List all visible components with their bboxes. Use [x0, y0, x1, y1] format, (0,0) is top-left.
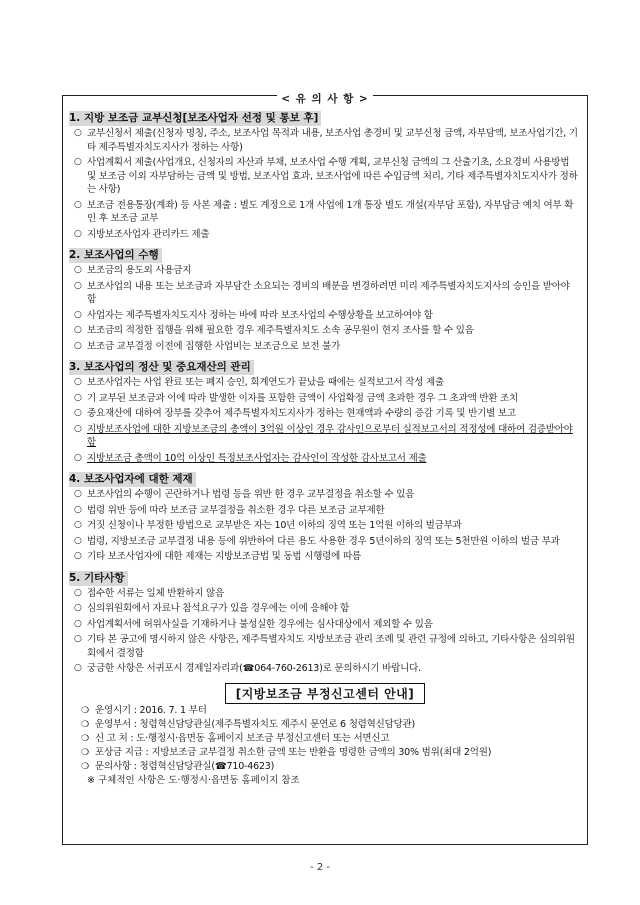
- item-text: 보조금의 용도외 사용금지: [87, 265, 192, 276]
- item-text: 심의위원회에서 자료나 참석요구가 있을 경우에는 이에 응해야 함: [87, 603, 350, 614]
- list-item: [69, 309, 581, 323]
- list-item: [69, 452, 581, 466]
- list-item: [69, 633, 581, 660]
- circle-bullet-icon: ○: [74, 618, 82, 629]
- circle-bullet-icon: ○: [74, 423, 82, 434]
- report-item: [81, 732, 569, 746]
- item-text: 궁금한 사항은 서귀포시 경제일자리과(☎064-760-2613)로 문의하시기 바랍니다.: [87, 663, 421, 674]
- item-text: 기 교부된 보조금과 이에 따라 발생한 이자를 포함한 금액이 사업확정 금액 초과한 경우 그 초과액 반환 조치: [87, 392, 519, 404]
- item-text: 법령 위반 등에 따라 보조금 교부결정을 취소한 경우 다른 보조금 교부제한: [87, 504, 385, 516]
- circle-bullet-icon: ○: [74, 663, 82, 673]
- section-5: [69, 566, 581, 676]
- item-text: 접수한 서류는 일체 반환하지 않음: [87, 587, 224, 599]
- list-item: [69, 602, 581, 616]
- report-center: [81, 683, 569, 788]
- section-4: [69, 467, 581, 564]
- circle-bullet-icon: ❍: [81, 733, 89, 744]
- list-item: [69, 340, 581, 354]
- item-text: 보조사업의 내용 또는 보조금과 자부담간 소요되는 경비의 배분을 변경하려면 미리 제주특별자치도지사의 승인을 받아야 함: [87, 280, 570, 305]
- list-item: [69, 550, 581, 564]
- circle-bullet-icon: ○: [74, 535, 82, 546]
- report-title-wrap: [81, 683, 569, 704]
- section-1: [69, 106, 581, 241]
- notice-frame: [62, 95, 588, 845]
- list-item: [69, 587, 581, 601]
- heading-wrap: [63, 87, 587, 106]
- list-item: [69, 280, 581, 307]
- list-item: [69, 618, 581, 632]
- report-item-text: 운영부서 : 청렴혁신담당관실(제주특별자치도 제주시 문연로 6 청렴혁신담당관): [95, 718, 416, 730]
- circle-bullet-icon: ○: [74, 325, 82, 335]
- item-text: 중요재산에 대하여 장부를 갖추어 제주특별자치도지사가 정하는 현재액과 수량의 증감 기록 및 반기별 보고: [87, 408, 516, 419]
- section-title: 2. 보조사업의 수행: [69, 248, 162, 263]
- circle-bullet-icon: ○: [74, 452, 82, 463]
- list-item: [69, 504, 581, 518]
- list-item: [69, 156, 581, 197]
- circle-bullet-icon: ○: [74, 392, 82, 403]
- list-item: [69, 127, 581, 154]
- item-text: 보조금 전용통장(계좌) 등 사본 제출 : 별도 계정으로 1개 사업에 1개 통장 별도 개설(자부담 포함), 자부담금 예치 여부 확인 후 보조금 교부: [87, 199, 574, 224]
- list-item: [69, 423, 581, 450]
- item-text: 사업계획서에 허위사실을 기재하거나 불성실한 경우에는 심사대상에서 제외할 수 있음: [87, 618, 433, 630]
- item-text: 지방보조사업에 대한 지방보조금의 총액이 3억원 이상인 경우 감사인으로부터 실적보고서의 적정성에 대하여 검증받아야 함: [87, 423, 573, 448]
- report-item: [81, 704, 569, 718]
- list-item: [69, 199, 581, 226]
- section-3: [69, 355, 581, 465]
- list-item: [69, 488, 581, 502]
- report-item-text: 포상금 지급 : 지방보조금 교부결정 취소한 금액 또는 반환을 명령한 금액의 30% 범위(최대 2억원): [95, 746, 492, 758]
- circle-bullet-icon: ○: [74, 603, 82, 613]
- report-item-text: 신 고 처 : 도·행정시·읍면동 홈페이지 보조금 부정신고센터 또는 서면신고: [95, 732, 390, 744]
- list-item: [69, 264, 581, 278]
- item-text: 기타 본 공고에 명시하지 않은 사항은, 제주특별자치도 지방보조금 관리 조례 및 관련 규정에 의하고, 기타사항은 심의위원회에서 결정함: [87, 634, 575, 659]
- item-text: 교부신청서 제출(신청자 명칭, 주소, 보조사업 목적과 내용, 보조사업 총경비 및 교부신청 금액, 자부담액, 보조사업기간, 기타 제주특별자치도지사가 정하는 사항): [87, 128, 578, 153]
- section-title: 4. 보조사업자에 대한 제재: [69, 472, 196, 487]
- item-text: 지방보조사업자 관리카드 제출: [87, 228, 210, 240]
- section-title: 1. 지방 보조금 교부신청[보조사업자 선정 및 통보 후]: [69, 111, 321, 126]
- report-item-text: 운영시기 : 2016. 7. 1 부터: [95, 704, 207, 716]
- circle-bullet-icon: ○: [74, 587, 82, 598]
- report-center-title: [지방보조금 부정신고센터 안내]: [225, 683, 426, 704]
- notice-content: [69, 106, 581, 788]
- item-text: 거짓 신청이나 부정한 방법으로 교부받은 자는 10년 이하의 징역 또는 1억원 이하의 벌금부과: [87, 520, 462, 531]
- section-title: 5. 기타사항: [69, 571, 128, 586]
- circle-bullet-icon: ○: [74, 309, 82, 320]
- circle-bullet-icon: ○: [74, 280, 82, 291]
- list-item: [69, 535, 581, 549]
- circle-bullet-icon: ○: [74, 489, 82, 499]
- item-text: 보조사업자는 사업 완료 또는 폐지 승인, 회계연도가 끝났을 때에는 실적보고서 작성 제출: [87, 377, 445, 388]
- item-text: 보조금의 적정한 집행을 위해 필요한 경우 제주특별자치도 소속 공무원이 현지 조사를 할 수 있음: [87, 325, 474, 336]
- circle-bullet-icon: ❍: [81, 719, 89, 730]
- item-text: 보조금 교부결정 이전에 집행한 사업비는 보조금으로 보전 불가: [87, 340, 341, 352]
- list-item: [69, 324, 581, 338]
- report-item-text: 문의사항 : 청렴혁신담당관실(☎710-4623): [95, 760, 275, 772]
- item-text: 사업자는 제주특별자치도지사 정하는 바에 따라 보조사업의 수행상황을 보고하여야 함: [87, 309, 433, 321]
- circle-bullet-icon: ❍: [81, 761, 89, 772]
- circle-bullet-icon: ○: [74, 377, 82, 387]
- circle-bullet-icon: ○: [74, 265, 82, 275]
- item-text: 보조사업의 수행이 곤란하거나 법령 등을 위반 한 경우 교부결정을 취소할 수 있음: [87, 489, 415, 500]
- item-text: 지방보조금 총액이 10억 이상인 특정보조사업자는 감사인이 작성한 감사보고서 제출: [87, 452, 427, 464]
- section-title: 3. 보조사업의 정산 및 중요재산의 관리: [69, 360, 254, 375]
- list-item: [69, 407, 581, 421]
- report-item: [81, 760, 569, 774]
- circle-bullet-icon: ○: [74, 228, 82, 239]
- circle-bullet-icon: ○: [74, 634, 82, 644]
- circle-bullet-icon: ○: [74, 520, 82, 530]
- item-text: 법령, 지방보조금 교부결정 내용 등에 위반하여 다른 용도 사용한 경우 5년이하의 징역 또는 5천만원 이하의 벌금 부과: [87, 535, 560, 547]
- circle-bullet-icon: ○: [74, 128, 82, 138]
- section-2: [69, 243, 581, 353]
- notice-heading: < 유 의 사 항 >: [277, 91, 372, 106]
- list-item: [69, 376, 581, 390]
- report-note: ※ 구체적인 사항은 도·행정시·읍면동 홈페이지 참조: [87, 774, 300, 786]
- circle-bullet-icon: ○: [74, 340, 82, 351]
- report-item: [81, 718, 569, 732]
- item-text: 기타 보조사업자에 대한 제재는 지방보조금법 및 동법 시행령에 따름: [87, 551, 361, 562]
- circle-bullet-icon: ○: [74, 408, 82, 418]
- list-item: [69, 662, 581, 676]
- circle-bullet-icon: ❍: [81, 705, 89, 716]
- list-item: [69, 519, 581, 533]
- list-item: [69, 228, 581, 242]
- page-number: - 2 -: [310, 862, 330, 873]
- report-item: [81, 746, 569, 760]
- circle-bullet-icon: ❍: [81, 747, 89, 758]
- circle-bullet-icon: ○: [74, 504, 82, 515]
- list-item: [69, 392, 581, 406]
- circle-bullet-icon: ○: [74, 157, 82, 167]
- circle-bullet-icon: ○: [74, 199, 82, 210]
- item-text: 사업계획서 제출(사업개요, 신청자의 자산과 부채, 보조사업 수행 계획, 교부신청 금액의 그 산출기초, 소요경비 사용방법 및 보조금 이외 자부담하는 금액 및 방법, 보조사업 효과, 보조사업에 따른 수입금액 처리, 기타 제주특별자치도지사가 정하는 사항): [87, 157, 578, 195]
- circle-bullet-icon: ○: [74, 551, 82, 561]
